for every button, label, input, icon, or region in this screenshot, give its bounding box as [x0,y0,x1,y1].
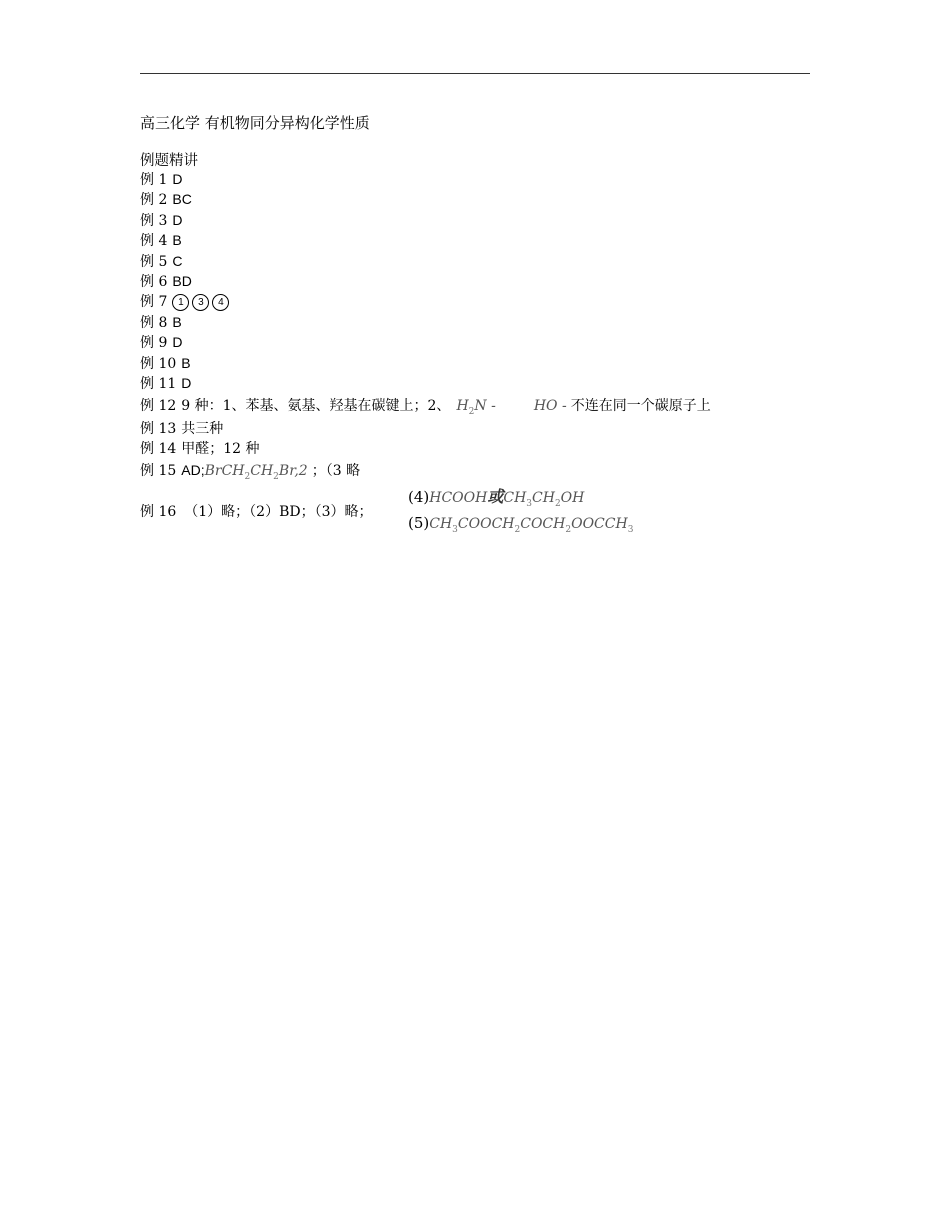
example-row [140,439,260,459]
circled-number: 4 [212,294,229,311]
example-key: 例 9 [140,335,168,351]
example-row [140,190,192,210]
example-key: 例 15 [140,463,177,479]
formula-part: COOCH [457,516,515,532]
formula-label: (5) [408,514,430,532]
example-key: 例 6 [140,274,168,290]
example-row [140,252,182,272]
formula-subscript: 3 [526,498,533,509]
example-key: 例 5 [140,254,168,270]
example-key: 例 4 [140,233,168,249]
section-label: 例题精讲 [140,153,198,169]
example-key: 例 7 [140,294,168,310]
circled-number: 3 [192,294,209,311]
example-row [140,333,182,353]
formula-subscript: 2 [468,406,475,417]
circled-answers [172,293,232,309]
formula-part: N - [474,398,496,414]
example-answer: 共三种 [181,421,224,437]
example-answer: B [172,232,182,248]
example-key: 例 2 [140,192,168,208]
example-answer: B [172,314,182,330]
formula-dibromoethane [204,463,308,482]
formula-part: COCH [520,516,566,532]
example-answer: 甲醛；12 种 [181,441,260,457]
formula-subscript: 2 [273,471,279,482]
example-answer: D [172,171,183,187]
example-answer: D [181,375,192,391]
example-row [140,396,711,422]
example-answer: BC [172,191,192,207]
example-key: 例 13 [140,421,177,437]
example-key: 例 12 [140,398,177,414]
example-row [140,272,192,292]
example-row [140,211,182,231]
header-rule [140,73,810,74]
formula-subscript: 2 [244,471,251,482]
formula-amino [456,398,496,417]
example-row [140,292,232,312]
formula-part: CH [429,516,453,532]
formula-part: Br [204,463,222,479]
page-title: 高三化学 有机物同分异构化学性质 [140,114,370,132]
formula-part: CH [503,490,527,506]
example-answer-tail: ；（3 略 [311,463,361,479]
example-key: 例 1 [140,172,168,188]
example-row [140,354,191,374]
example-row [140,374,191,394]
example-answer: C [172,253,183,269]
example-row [140,419,223,439]
example-key: 例 14 [140,441,177,457]
formula-part: ,2 [294,463,308,479]
formula-hydroxyl: HO - [533,398,567,414]
example-key: 例 8 [140,315,168,331]
formula-part: OH [560,490,585,506]
formula-label: (4) [408,488,430,506]
formula-subscript: 2 [554,498,561,509]
example-answer: D [172,334,183,350]
formula-part: CH [250,463,274,479]
example-key: 例 3 [140,213,168,229]
formula-ethanol [503,490,585,509]
formula-formic-acid: HCOOH [429,490,488,506]
example-answer: D [172,212,183,228]
example-key: 例 16 [140,504,177,520]
formula-subscript: 2 [514,524,521,535]
example-key: 例 10 [140,356,177,372]
formula-or: 或 [487,487,504,506]
formula-line-5 [408,514,633,535]
example-row [140,461,360,487]
example-answer: AD; [181,462,205,478]
example-answer: BD [172,273,192,289]
formula-subscript: 2 [565,524,572,535]
formula-part: Br [278,463,295,479]
circled-number: 1 [172,294,189,311]
formula-part: CH [532,490,555,506]
formula-line-4 [408,484,584,509]
example-row [140,313,182,333]
example-answer-tail: 不连在同一个碳原子上 [570,398,711,414]
example-answer: 9 种：1、苯基、氨基、羟基在碳键上；2、 [181,398,451,414]
formula-part: OOCCH [571,516,628,532]
example-key: 例 11 [140,376,177,392]
formula-subscript: 3 [452,524,458,535]
example-answer: B [181,355,191,371]
example-row [140,170,182,190]
formula-part: H [456,398,469,414]
formula-part: CH [221,463,245,479]
formula-ester [429,516,634,535]
example-row [140,502,373,522]
example-row [140,231,182,251]
example-answer: （1）略；（2）BD；（3）略； [184,504,373,520]
formula-subscript: 3 [627,524,634,535]
